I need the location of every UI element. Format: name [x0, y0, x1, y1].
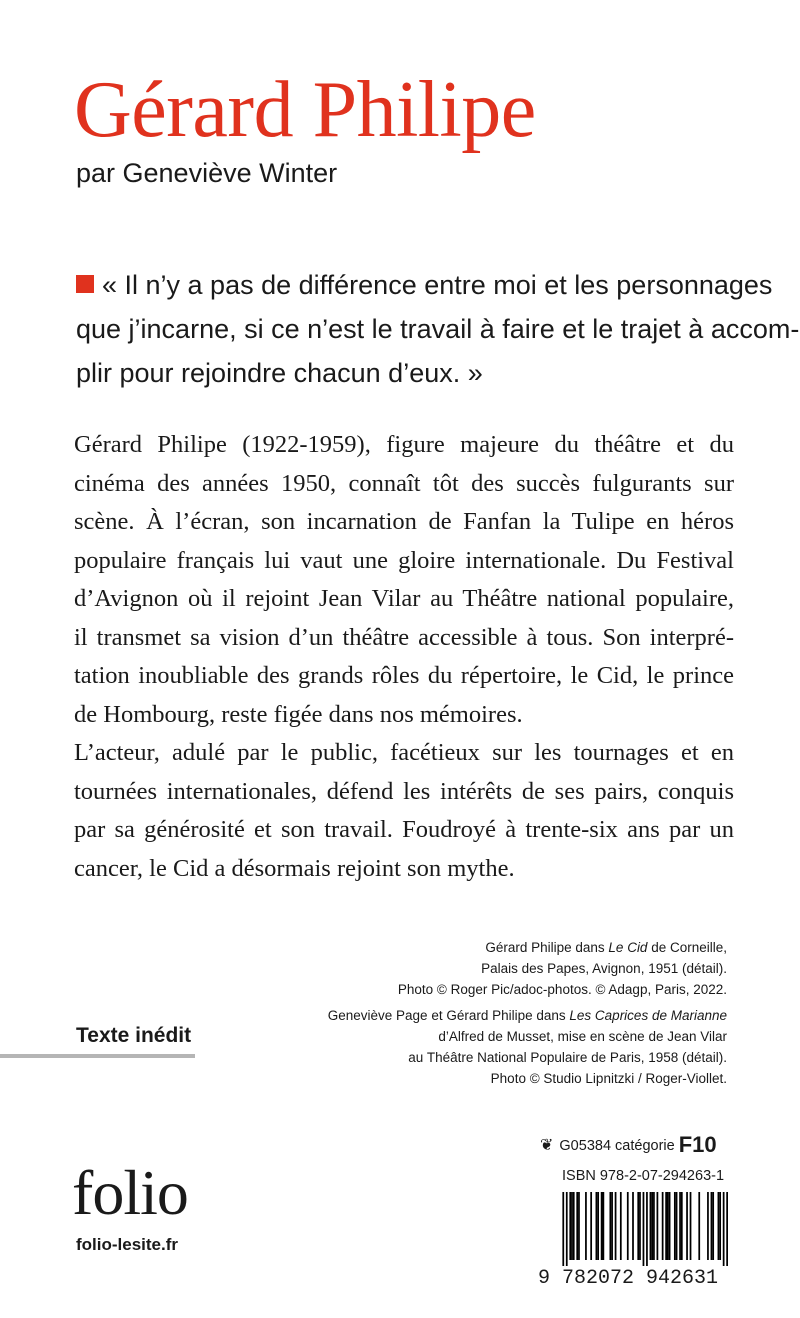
barcode-bar [707, 1192, 709, 1260]
credit-line [267, 1005, 727, 1026]
barcode-bar [620, 1192, 622, 1260]
blurb-line: il transmet sa vision d’un théâtre accessible à tous. Son interpré- [74, 623, 734, 651]
book-title: Gérard Philipe [74, 66, 536, 154]
red-square-icon [76, 275, 94, 293]
fleuron-icon: ❦ [540, 1137, 554, 1154]
barcode-bar [653, 1192, 655, 1260]
barcode-bar [566, 1192, 568, 1266]
barcode-bar [597, 1192, 599, 1260]
barcode-bar [669, 1192, 671, 1260]
barcode-bar [571, 1192, 573, 1260]
barcode-bar [596, 1192, 598, 1260]
credit-text: de Corneille, [647, 940, 727, 955]
barcode-bar [603, 1192, 605, 1260]
blurb-paragraph-1 [74, 426, 734, 734]
isbn: ISBN 978-2-07-294263-1 [562, 1168, 725, 1184]
blurb-line: cinéma des années 1950, connaît tôt des succès fulgurants sur [74, 469, 734, 497]
barcode-bar [646, 1192, 648, 1266]
barcode-bar [698, 1192, 700, 1260]
credit-group-1 [267, 937, 727, 1000]
barcode-bar [601, 1192, 603, 1260]
barcode-bar [578, 1192, 580, 1260]
barcode-bar [690, 1192, 692, 1260]
catalog-code-line [540, 1134, 717, 1157]
barcode-bar [681, 1192, 683, 1260]
barcode-bar [562, 1192, 564, 1266]
barcode-bar [632, 1192, 634, 1260]
barcode-bar [573, 1192, 575, 1260]
folio-logo: folio [72, 1157, 188, 1228]
barcode-bar [637, 1192, 639, 1260]
photo-credits [267, 937, 727, 1094]
barcode-bar [650, 1192, 652, 1260]
barcode-bar [679, 1192, 681, 1260]
blurb-line: Gérard Philipe (1922-1959), figure majeure du théâtre et du [74, 431, 734, 458]
blurb-line: tation inoubliable des grands rôles du répertoire, le Cid, le prince [74, 662, 734, 689]
book-author: par Geneviève Winter [76, 158, 338, 188]
credit-line: d’Alfred de Musset, mise en scène de Jean Vilar [438, 1029, 727, 1044]
barcode-bar [585, 1192, 587, 1260]
barcode-bar [611, 1192, 613, 1260]
blurb-line: scène. À l’écran, son incarnation de Fanfan la Tulipe en héros [74, 508, 734, 535]
blurb-line: tournées internationales, défend les intérêts de ses pairs, conquis [74, 777, 734, 805]
barcode-bar [667, 1192, 669, 1260]
category-label: catégorie [615, 1138, 675, 1154]
credit-group-2 [267, 1005, 727, 1089]
pull-quote [76, 263, 800, 395]
barcode-bar [657, 1192, 659, 1260]
catalog-code: G05384 [559, 1138, 612, 1154]
barcode-bar [609, 1192, 611, 1260]
quote-line-2: que j’incarne, si ce n’est le travail à faire et le trajet à accom- [76, 314, 800, 344]
credit-line: au Théâtre National Populaire de Paris, 1958 (détail). [408, 1050, 727, 1065]
credit-work-title: Le Cid [608, 940, 648, 955]
divider-rule [0, 1054, 195, 1058]
category-code: F10 [678, 1132, 717, 1157]
credit-text: Geneviève Page et Gérard Philipe dans [327, 1008, 570, 1023]
barcode-bar [674, 1192, 676, 1260]
blurb-paragraph-2 [74, 734, 734, 888]
credit-line: Photo © Studio Lipnitzki / Roger-Viollet. [490, 1071, 727, 1086]
barcode-bar [676, 1192, 678, 1260]
barcode-bar [643, 1192, 645, 1266]
barcode-bar [590, 1192, 592, 1260]
credit-line [267, 937, 727, 958]
credit-line: Photo © Roger Pic/adoc-photos. © Adagp, Paris, 2022. [397, 982, 727, 997]
barcode [538, 1192, 728, 1266]
blurb-line: par sa générosité et son travail. Foudroyé à trente-six ans par un [74, 816, 734, 843]
blurb-line: populaire français lui vaut une gloire internationale. Du Festival [74, 546, 734, 574]
blurb [74, 426, 734, 888]
barcode-bar [719, 1192, 721, 1260]
quote-line-1 [76, 263, 773, 307]
barcode-digits: 9 782072 942631 [538, 1267, 719, 1290]
barcode-bar [627, 1192, 629, 1260]
barcode-bar [569, 1192, 571, 1260]
publisher-website: folio-lesite.fr [76, 1235, 179, 1254]
credit-line: Palais des Papes, Avignon, 1951 (détail). [481, 961, 727, 976]
blurb-line: d’Avignon où il rejoint Jean Vilar au Théâtre national populaire, [74, 585, 734, 612]
barcode-bar [712, 1192, 714, 1260]
barcode-bar [718, 1192, 720, 1260]
barcode-bar [651, 1192, 653, 1260]
barcode-bar [665, 1192, 667, 1260]
texte-inedit-label: Texte inédit [76, 1024, 192, 1047]
barcode-bar [576, 1192, 578, 1260]
blurb-line: L’acteur, adulé par le public, facétieux sur les tournages et en [74, 739, 734, 766]
credit-work-title: Les Caprices de Marianne [569, 1008, 727, 1023]
barcode-bar [726, 1192, 728, 1266]
barcode-bar [615, 1192, 617, 1260]
quote-line-3: plir pour rejoindre chacun d’eux. » [76, 358, 483, 388]
barcode-bar [723, 1192, 725, 1266]
quote-text-1: « Il n’y a pas de différence entre moi et les personnages [102, 270, 773, 300]
blurb-line: cancer, le Cid a désormais rejoint son mythe. [74, 854, 515, 882]
barcode-bar [639, 1192, 641, 1260]
blurb-line: de Hombourg, reste figée dans nos mémoires. [74, 700, 523, 728]
credit-text: Gérard Philipe dans [485, 940, 609, 955]
barcode-bar [686, 1192, 688, 1260]
barcode-bar [662, 1192, 664, 1260]
barcode-bar [711, 1192, 713, 1260]
